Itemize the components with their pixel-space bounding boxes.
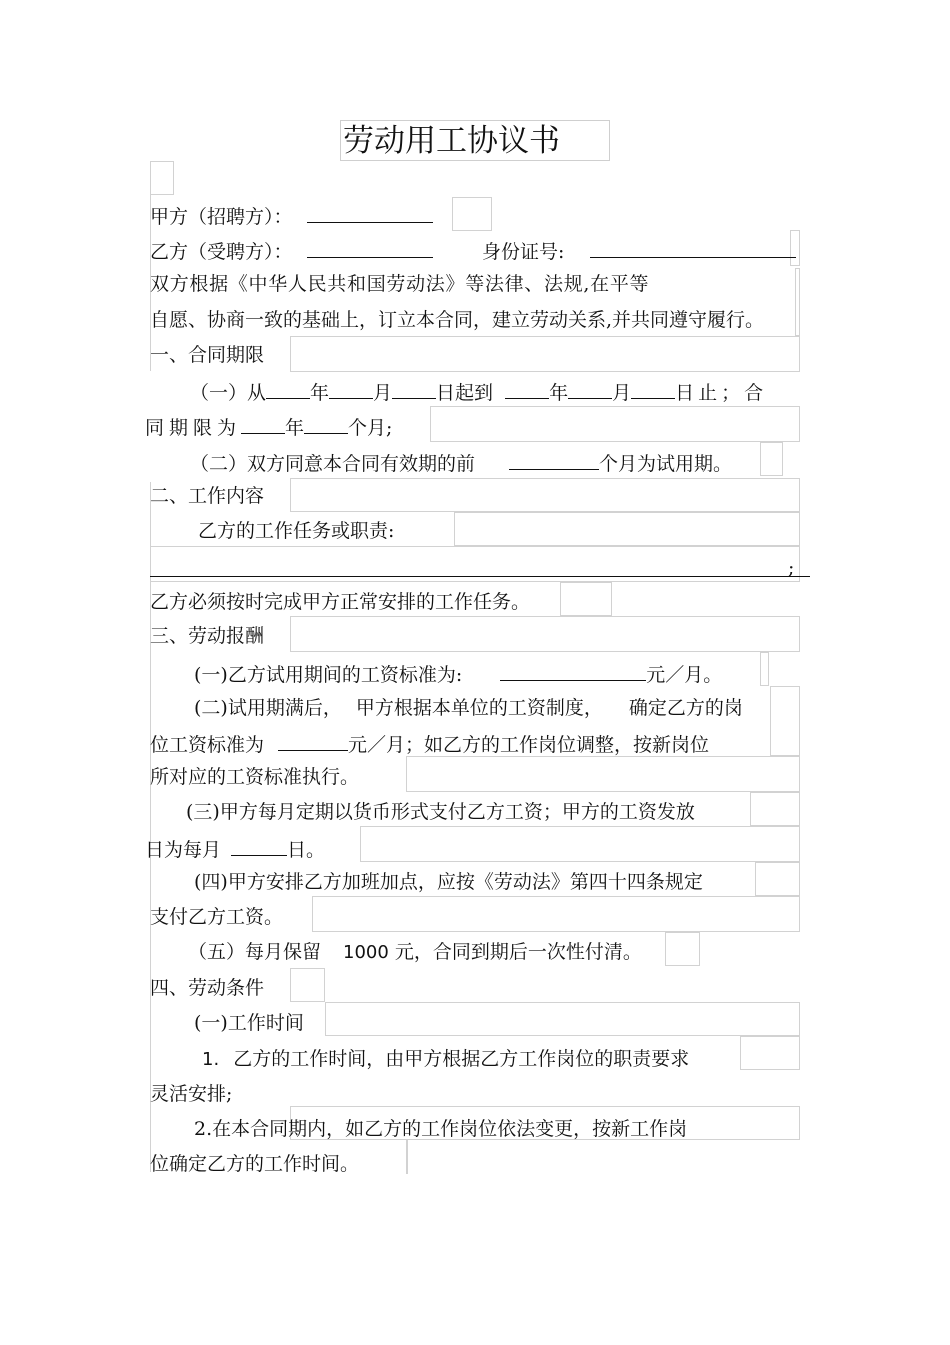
- post-salary-label: 位工资标准为: [150, 734, 265, 756]
- scan-box: [452, 197, 492, 231]
- party-b-line: [150, 237, 433, 264]
- probation-salary-blank[interactable]: [500, 660, 646, 681]
- work-hours-item-2-line-2: 位确定乙方的工作时间。: [150, 1153, 360, 1175]
- start-year-blank[interactable]: [266, 378, 310, 399]
- probation-salary-line: [194, 660, 722, 687]
- party-a-line: [150, 202, 433, 229]
- day-from-label: 日起到: [436, 382, 494, 404]
- probation-salary-label: (一)乙方试用期间的工资标准为:: [194, 664, 463, 686]
- duties-semicolon: ;: [788, 557, 795, 579]
- year-label: 年: [285, 417, 305, 439]
- duties-requirement: 乙方必须按时完成甲方正常安排的工作任务。: [150, 591, 531, 613]
- pay-day-suffix: 日。: [287, 839, 326, 861]
- scan-box: [750, 792, 800, 826]
- term-line-2: [145, 413, 392, 440]
- month-label: 月: [612, 382, 632, 404]
- work-hours-heading: (一)工作时间: [194, 1012, 304, 1034]
- id-number-label: 身份证号:: [482, 241, 565, 263]
- party-b-blank[interactable]: [307, 237, 433, 258]
- section-3-heading: 三、劳动报酬: [150, 625, 265, 647]
- scan-box: [290, 336, 800, 372]
- pay-day-blank[interactable]: [231, 835, 287, 856]
- term-line-1: [190, 378, 767, 405]
- scan-box: [430, 406, 800, 442]
- probation-line: [190, 449, 732, 476]
- scan-box: [312, 896, 800, 932]
- id-number-blank[interactable]: [590, 237, 796, 258]
- scan-box: [454, 512, 800, 546]
- work-hours-item-1-line-2: 灵活安排;: [150, 1083, 233, 1105]
- overtime-line-1: (四)甲方安排乙方加班加点，应按《劳动法》第四十四条规定: [194, 871, 703, 893]
- retention-line: [188, 940, 642, 965]
- end-month-blank[interactable]: [568, 378, 612, 399]
- scan-box: [290, 478, 800, 512]
- section-4-heading: 四、劳动条件: [150, 977, 265, 999]
- start-day-blank[interactable]: [392, 378, 436, 399]
- duties-label: 乙方的工作任务或职责:: [198, 520, 395, 542]
- year-label: 年: [549, 382, 569, 404]
- month-label: 月: [373, 382, 393, 404]
- scan-box: [755, 862, 800, 896]
- year-label: 年: [310, 382, 330, 404]
- scan-box: [760, 442, 783, 476]
- scan-box: [740, 1036, 800, 1070]
- item-1-number: 1.: [202, 1049, 220, 1070]
- document-title-box: [340, 120, 610, 161]
- section-1-heading: 一、合同期限: [150, 344, 265, 366]
- document-title: 劳动用工协议书: [343, 123, 560, 159]
- post-salary-line-3: 所对应的工资标准执行。: [150, 766, 360, 788]
- term-from-label: （一）从: [190, 382, 267, 404]
- months-label: 个月;: [348, 417, 393, 439]
- end-year-blank[interactable]: [505, 378, 549, 399]
- work-hours-item-1-line-1: [202, 1047, 689, 1072]
- scan-box: [360, 826, 800, 862]
- party-b-label: 乙方（受聘方）：: [150, 241, 293, 263]
- scan-line: [150, 482, 151, 1172]
- retention-label: （五）每月保留: [188, 941, 322, 963]
- scan-box: [560, 582, 612, 616]
- post-salary-blank[interactable]: [278, 730, 348, 751]
- term-duration-label: 同期限为: [145, 417, 242, 439]
- scan-box: [770, 686, 800, 756]
- day-to-label: 日止；合: [675, 382, 768, 404]
- scan-box: [290, 616, 800, 652]
- overtime-line-2: 支付乙方工资。: [150, 906, 284, 928]
- duration-month-blank[interactable]: [304, 413, 348, 434]
- scan-box: [325, 1002, 800, 1036]
- pay-day-line-1: (三)甲方每月定期以货币形式支付乙方工资；甲方的工资发放: [186, 801, 695, 823]
- id-number-line: [482, 237, 796, 264]
- probation-months-blank[interactable]: [509, 449, 599, 470]
- probation-suffix: 个月为试用期。: [599, 453, 733, 475]
- pay-day-label: 日为每月: [145, 839, 222, 861]
- scan-box: [406, 1140, 408, 1174]
- duties-blank-line[interactable]: [150, 576, 810, 577]
- pay-day-line-2: [145, 835, 325, 862]
- post-salary-text-c: 确定乙方的岗: [628, 697, 743, 719]
- retention-amount: 1000: [343, 942, 389, 963]
- post-salary-line-1: [194, 696, 743, 720]
- end-day-blank[interactable]: [631, 378, 675, 399]
- scan-box: [760, 652, 769, 686]
- duration-year-blank[interactable]: [241, 413, 285, 434]
- salary-unit-label: 元／月。: [646, 664, 723, 686]
- party-a-blank[interactable]: [307, 202, 433, 223]
- retention-suffix: 元，合同到期后一次性付清。: [394, 941, 642, 963]
- scan-box: [406, 756, 800, 792]
- start-month-blank[interactable]: [329, 378, 373, 399]
- post-salary-text-b: 甲方根据本单位的工资制度，: [355, 697, 603, 719]
- post-salary-text-e: 元／月；如乙方的工作岗位调整，按新岗位: [348, 734, 710, 756]
- post-salary-text-a: (二)试用期满后，: [194, 697, 342, 719]
- section-2-heading: 二、工作内容: [150, 485, 265, 507]
- item-1-text: 乙方的工作时间，由甲方根据乙方工作岗位的职责要求: [233, 1048, 690, 1070]
- work-hours-item-2-line-1: 2.在本合同期内，如乙方的工作岗位依法变更，按新工作岗: [194, 1118, 688, 1140]
- scan-box: [665, 932, 700, 966]
- party-a-label: 甲方（招聘方）：: [150, 206, 293, 228]
- intro-line-2: 自愿、协商一致的基础上，订立本合同，建立劳动关系,并共同遵守履行。: [150, 309, 765, 331]
- intro-line-1: 双方根据《中华人民共和国劳动法》等法律、法规,在平等: [150, 273, 650, 295]
- scan-box: [150, 161, 174, 195]
- probation-label: （二）双方同意本合同有效期的前: [190, 453, 476, 475]
- post-salary-line-2: [150, 730, 709, 757]
- scan-box: [290, 968, 325, 1002]
